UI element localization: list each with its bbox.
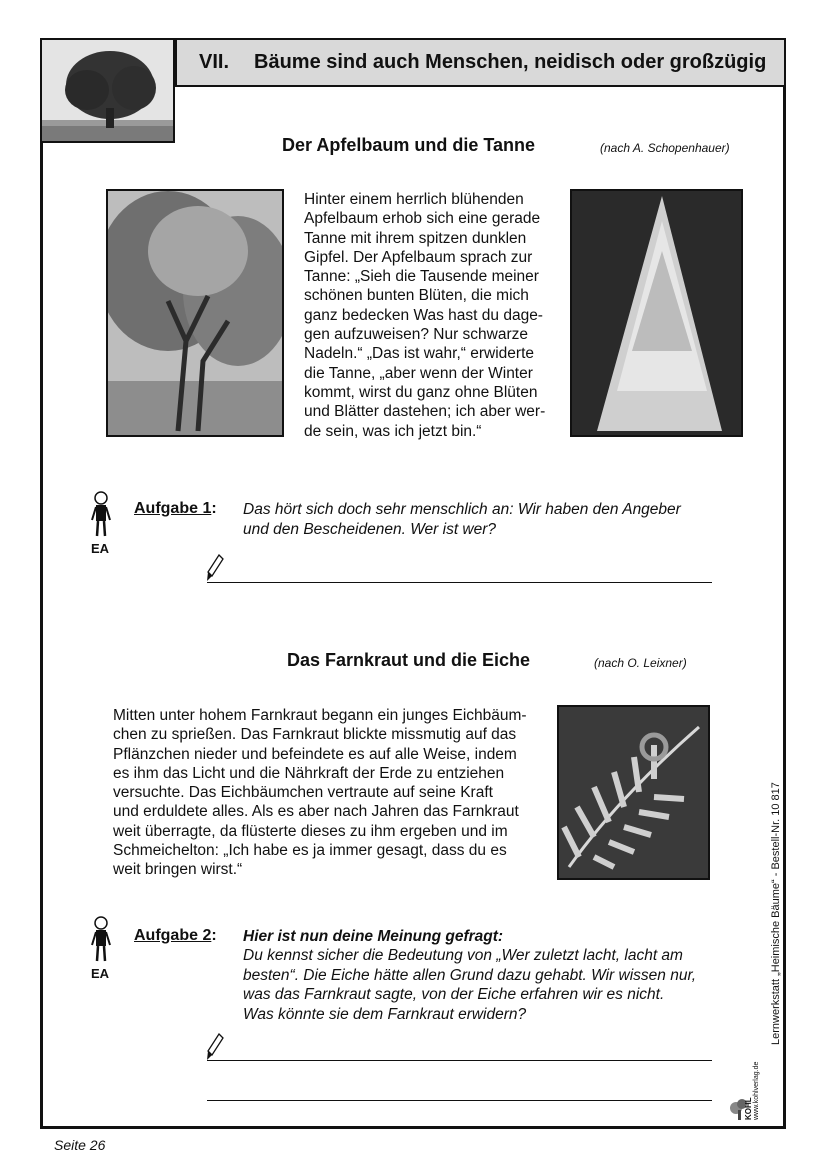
story2-source: (nach O. Leixner) [594,656,687,670]
publisher-url[interactable]: www.kohlverlag.de [753,1061,760,1120]
story1-title: Der Apfelbaum und die Tanne [282,135,536,155]
pencil-icon [206,554,224,582]
header-tree-image [42,40,175,143]
task1-label-colon: : [211,500,217,517]
publisher-logo-text: KOHL [744,1097,753,1120]
task2-lead: Hier ist nun deine Meinung gefragt: [243,928,504,945]
fern-image [557,705,710,880]
task1-label [134,500,217,518]
chapter-title: Bäume sind auch Menschen, neidisch oder großzügig [254,51,767,73]
page-number: Seite 26 [54,1137,106,1153]
story1-source: (nach A. Schopenhauer) [600,141,730,155]
task1-label-text: Aufgabe 1 [134,500,212,517]
story1-text: Hinter einem herrlich blühenden Apfelbaum erhob sich eine gerade Tanne mit ihrem spitzen dunklen Gipfel. Der Apfelbaum sprach zur Tanne: „Sieh die Tausende meiner schönen bunten Blüten, die mich ganz bedecken Was hast du dage- gen aufzuweisen? Nur schwarze Nadeln.“ „Das ist wahr,“ erwiderte die Tanne, „aber wenn der Winter kommt, wirst du ganz ohne Blüten und Blätter dastehen; ich aber wer- de sein, was ich jetzt bin.“ [304,191,546,440]
task1-ea-badge: EA [91,541,110,556]
chapter-title-bar [175,40,784,87]
task2-label-colon: : [211,927,217,944]
task2-ea-badge: EA [91,966,110,981]
pencil-icon [206,1033,224,1061]
student-figure-icon [90,915,112,965]
publisher-side-text: Lernwerkstatt „Heimische Bäume“ - Bestell-Nr. 10 817 [770,782,782,1045]
task1-answer-line[interactable] [207,582,712,583]
task2-text: Du kennst sicher die Bedeutung von „Wer zuletzt lacht, lacht am besten“. Die Eiche hätte allen Grund dazu gehabt. Wir wissen nur, was das Farnkraut sagte, von der Eiche erfahren wir es nicht. Was könnte sie dem Farnkraut erwidern? [243,947,697,1023]
apple-tree-image [106,189,284,437]
task2-answer-line-1[interactable] [207,1060,712,1061]
task2-label [134,927,217,945]
task2-label-text: Aufgabe 2 [134,927,212,944]
task1-text: Das hört sich doch sehr menschlich an: Wir haben den Angeber und den Bescheidenen. Wer ist wer? [243,501,681,538]
story2-text: Mitten unter hohem Farnkraut begann ein junges Eichbäum- chen zu sprießen. Das Farnkraut blickte missmutig auf das Pflänzchen nieder und befeindete es auf alle Weise, indem es ihm das Licht und die Nährkraft der Erde zu entziehen versuchte. Das Eichbäumchen vertraute auf seine Kraft und erduldete alles. Als es aber nach Jahren das Farnkraut weit überragte, da flüsterte dieses zu ihm ergeben und im Schmeichelton: „Ich habe es ja immer gesagt, dass du es weit bringen wirst.“ [113,707,527,879]
story2-title: Das Farnkraut und die Eiche [287,650,531,670]
chapter-number: VII. [199,51,230,73]
student-figure-icon [90,490,112,540]
fir-tree-image [570,189,743,437]
task2-answer-line-2[interactable] [207,1100,712,1101]
